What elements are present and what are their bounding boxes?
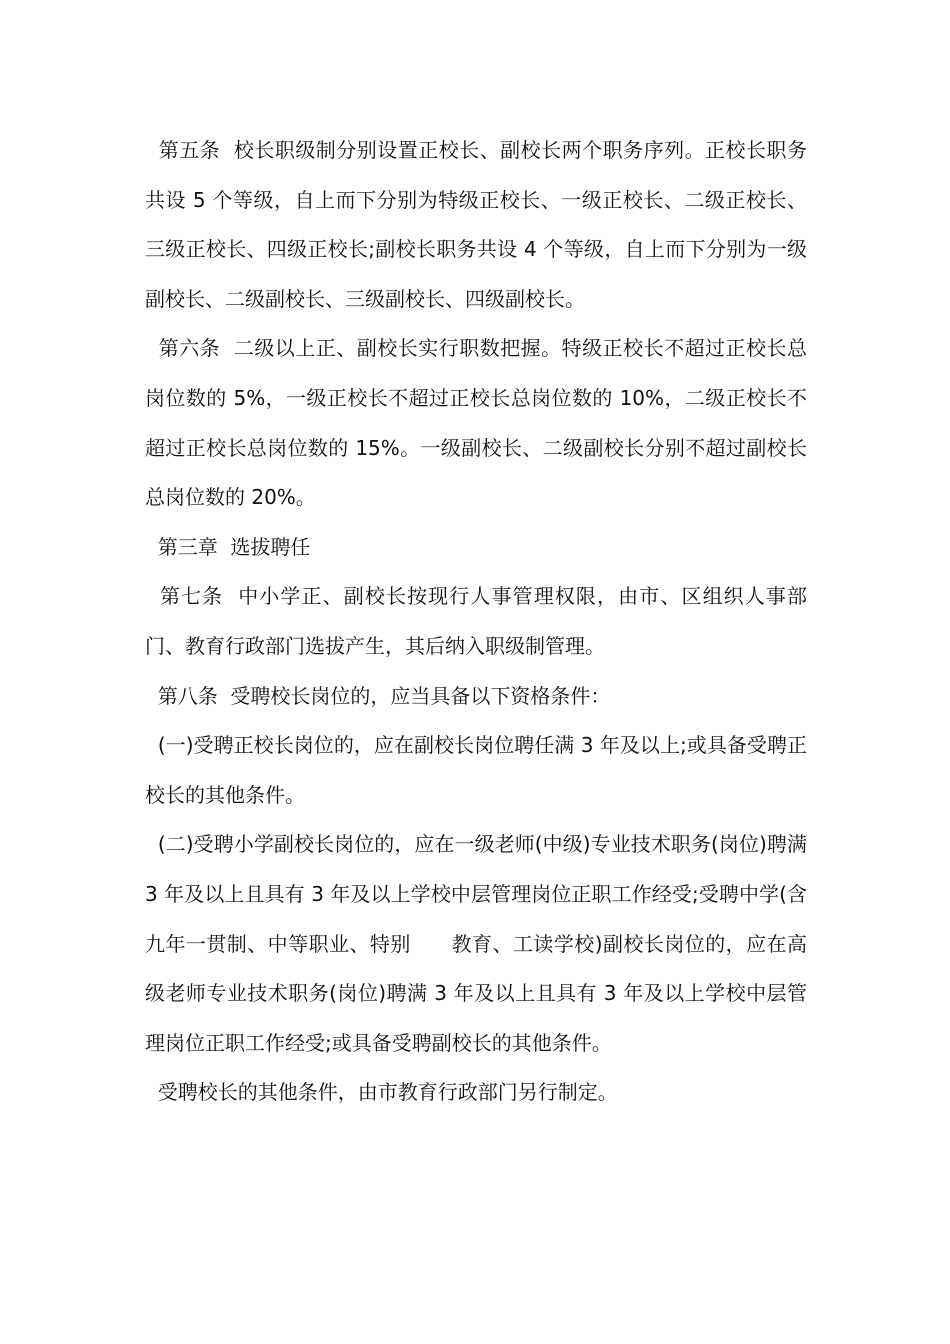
- paragraph-closing: 受聘校长的其他条件，由市教育行政部门另行制定。: [145, 1080, 618, 1105]
- paragraph-article-7: 第七条 中小学正、副校长按现行人事管理权限，由市、区组织人事部门、教育行政部门选拔产生，其后纳入职级制管理。: [145, 584, 807, 658]
- paragraph-item-2: (二)受聘小学副校长岗位的，应在一级老师(中级)专业技术职务(岗位)聘满 3 年及以上且具有 3 年及以上学校中层管理岗位正职工作经受;受聘中学(含九年一贯制、中等职业、特别 教育、工读学校)副校长岗位的，应在高级老师专业技术职务(岗位)聘满 3 年及以上且具有 3 年及以上学校中层管理岗位正职工作经受;或具备受聘副校长的其他条件。: [145, 832, 814, 1055]
- paragraph-article-6: 第六条 二级以上正、副校长实行职数把握。特级正校长不超过正校长总岗位数的 5%，一级正校长不超过正校长总岗位数的 10%，二级正校长不超过正校长总岗位数的 15%。一级副校长、二级副校长分别不超过副校长总岗位数的 20%。: [145, 336, 808, 510]
- paragraph-article-8: 第八条 受聘校长岗位的，应当具备以下资格条件：: [145, 683, 611, 708]
- paragraph-article-5: 第五条 校长职级制分别设置正校长、副校长两个职务序列。正校长职务共设 5 个等级，自上而下分别为特级正校长、一级正校长、二级正校长、三级正校长、四级正校长;副校长职务共设 4 个等级，自上而下分别为一级副校长、二级副校长、三级副校长、四级副校长。: [145, 138, 808, 311]
- chapter-heading: 第三章 选拔聘任: [145, 534, 311, 559]
- paragraph-item-1: (一)受聘正校长岗位的，应在副校长岗位聘任满 3 年及以上;或具备受聘正校长的其他条件。: [145, 733, 807, 807]
- document-body: [145, 126, 814, 1118]
